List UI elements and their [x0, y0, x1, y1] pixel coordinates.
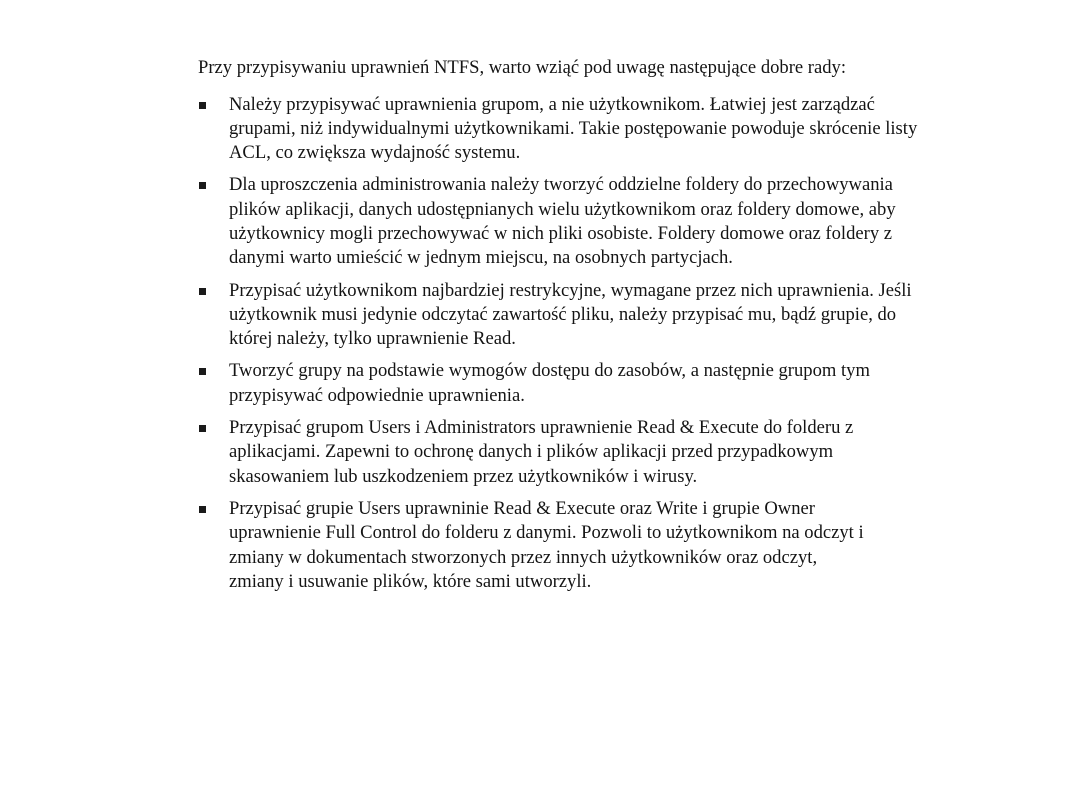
tips-list	[198, 93, 918, 595]
list-item	[198, 359, 918, 408]
square-bullet-icon	[199, 182, 206, 189]
list-item-text: Przypisać grupie Users uprawninie Read & Execute oraz Write i grupie Owner uprawnienie Full Control do folderu z danymi. Pozwoli to użytkownikom na odczyt i zmiany w dokumentach stworzonych przez innych użytkowników oraz odczyt, zmiany i usuwanie plików, które sami utworzyli.	[229, 497, 864, 592]
list-item	[198, 173, 918, 270]
list-item	[198, 497, 918, 594]
list-item-text: Dla uproszczenia administrowania należy tworzyć oddzielne foldery do przechowywania plików aplikacji, danych udostępnianych wielu użytkownikom oraz foldery domowe, aby użytkownicy mogli przechowywać w nich pliki osobiste. Foldery domowe oraz foldery z danymi warto umieścić w jednym miejscu, na osobnych partycjach.	[229, 174, 896, 269]
list-item-text: Przypisać grupom Users i Administrators uprawnienie Read & Execute do folderu z aplikacjami. Zapewni to ochronę danych i plików aplikacji przed przypadkowym skasowaniem lub uszkodzeniem przez użytkowników i wirusy.	[229, 417, 854, 487]
list-item-text: Tworzyć grupy na podstawie wymogów dostępu do zasobów, a następnie grupom tym przypisywać odpowiednie uprawnienia.	[229, 360, 870, 406]
document-page	[198, 56, 918, 602]
intro-paragraph: Przy przypisywaniu uprawnień NTFS, warto wziąć pod uwagę następujące dobre rady:	[198, 57, 847, 78]
square-bullet-icon	[199, 506, 206, 513]
list-item	[198, 279, 918, 352]
list-item	[198, 416, 918, 489]
list-item-text: Należy przypisywać uprawnienia grupom, a nie użytkownikom. Łatwiej jest zarządzać grupami, niż indywidualnymi użytkownikami. Takie postępowanie powoduje skrócenie listy ACL, co zwiększa wydajność systemu.	[229, 93, 918, 164]
square-bullet-icon	[199, 368, 206, 375]
list-item-text: Przypisać użytkownikom najbardziej restrykcyjne, wymagane przez nich uprawnienia. Jeśli użytkownik musi jedynie odczytać zawartość pliku, należy przypisać mu, bądź grupie, do której należy, tylko uprawnienie Read.	[229, 279, 912, 350]
list-item	[198, 93, 918, 166]
square-bullet-icon	[199, 288, 206, 295]
square-bullet-icon	[199, 425, 206, 432]
square-bullet-icon	[199, 102, 206, 109]
